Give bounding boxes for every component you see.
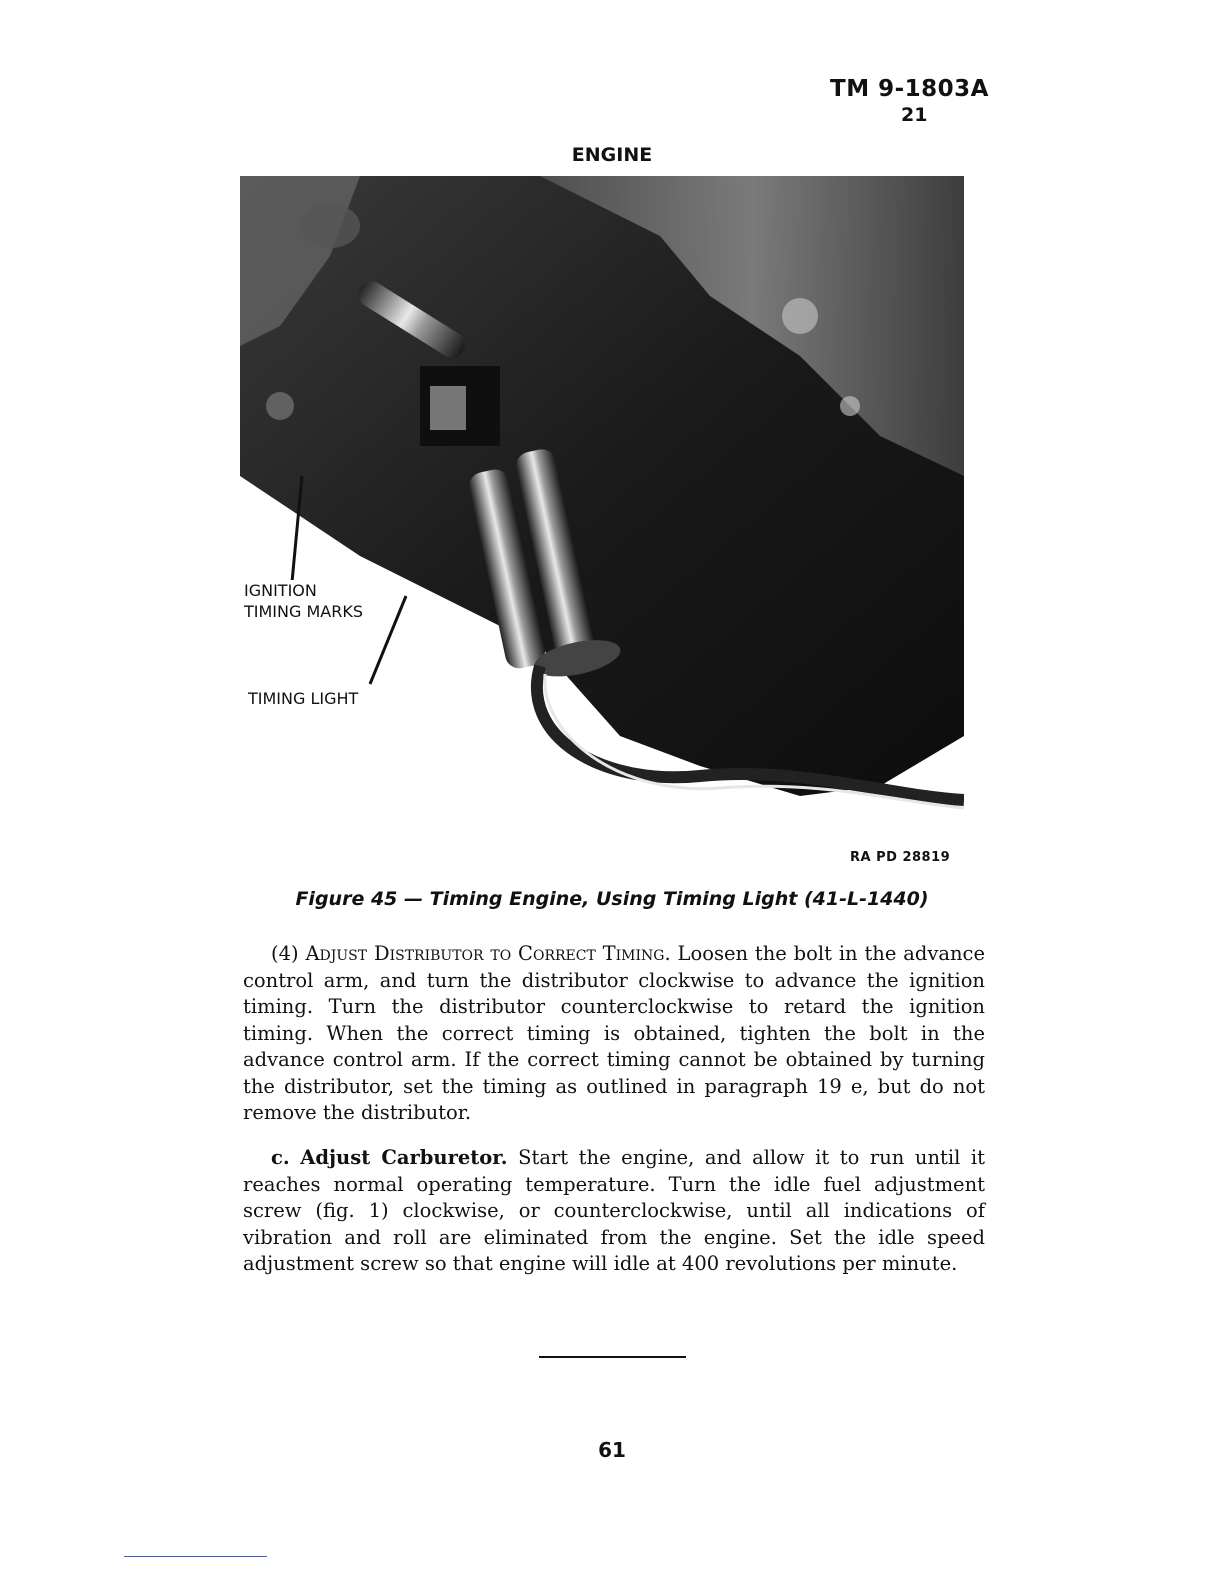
- page-number: 61: [598, 1438, 626, 1462]
- para-heading: Adjust Distributor to Correct Timing.: [305, 942, 671, 965]
- callout-label-line1: IGNITION: [244, 581, 317, 600]
- paragraph-adjust-carburetor: [243, 1145, 985, 1278]
- callout-ignition-timing-marks: [242, 580, 365, 622]
- section-title: ENGINE: [571, 144, 653, 166]
- section-divider: [539, 1356, 686, 1358]
- para-text: Loosen the bolt in the advance control arm, and turn the distributor clockwise to advance the ignition timing. Turn the distributor counterclockwise to retard the ignition timing. When the correct timing is obtained, tighten the bolt in the advance control arm. If the correct timing cannot be obtained by turning the distributor, set the timing as outlined in paragraph 19 e, but do not remove the distributor.: [243, 942, 985, 1124]
- para-text: Start the engine, and allow it to run until it reaches normal operating temperature. Turn the idle fuel adjustment screw (fig. 1) clockwise, or counterclockwise, until all indications of vibration and roll are eliminated from the engine. Set the idle speed adjustment screw so that engine will idle at 400 revolutions per minute.: [243, 1146, 985, 1275]
- para-number: (4): [271, 942, 299, 965]
- document-id: TM 9-1803A: [830, 76, 989, 102]
- para-letter: c.: [271, 1146, 290, 1169]
- paragraph-number: 21: [901, 104, 928, 126]
- callout-label-line2: TIMING MARKS: [244, 602, 363, 621]
- callout-label: TIMING LIGHT: [248, 689, 359, 708]
- figure-photo: [240, 176, 964, 824]
- callout-timing-light: [246, 688, 360, 709]
- footnote-rule: [124, 1556, 267, 1557]
- engine-photo-illustration: [240, 176, 964, 824]
- figure-plate-id: RA PD 28819: [850, 850, 951, 865]
- paragraph-adjust-distributor: [243, 941, 985, 1127]
- figure-caption: Figure 45 — Timing Engine, Using Timing Light (41-L-1440): [295, 888, 929, 910]
- para-heading: Adjust Carburetor.: [300, 1146, 508, 1169]
